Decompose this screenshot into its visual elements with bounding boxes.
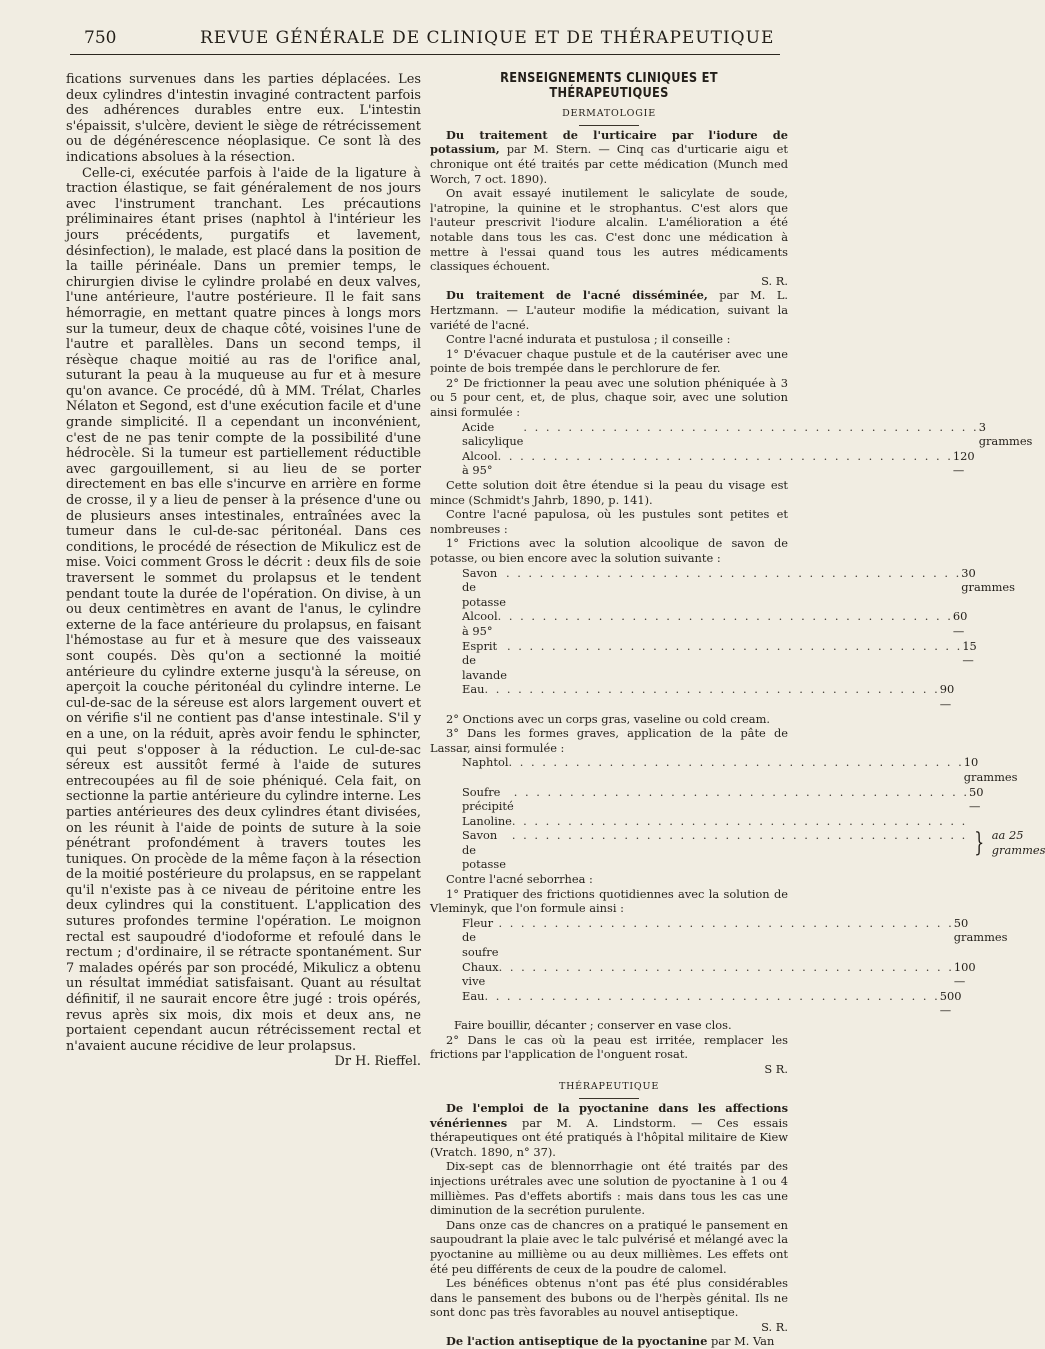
pyoctanine-text: par M. A. Lindstorm. — Ces essais thérapeutiques ont été pratiqués à l'hôpital militaire de Kiew (Vratch. 1890, n° 37). <box>430 1115 788 1159</box>
subsection-dermatologie: DERMATOLOGIE <box>430 107 788 126</box>
right-column <box>430 71 1045 1349</box>
left-signature: Dr H. Rieffel. <box>334 1054 421 1070</box>
formula-row: Alcool à 95° . . . 120 — <box>430 449 788 478</box>
formula-1 <box>430 419 1033 478</box>
acne-title: Du traitement de l'acné disséminée, <box>446 288 708 303</box>
acne-boil-instruction: Faire bouillir, décanter ; conserver en vase clos. <box>454 1018 732 1032</box>
formula-row: Esprit de lavande . . . 15 — <box>430 639 788 683</box>
last-article <box>430 1334 788 1349</box>
section-title: RENSEIGNEMENTS CLINIQUES ET THÉRAPEUTIQUES <box>500 71 718 101</box>
acne-article <box>430 288 788 332</box>
pyoctanine-paragraph-4: Les bénéfices obtenus n'ont pas été plus considérables dans le pansement des bubons ou de l'herpès génital. Ils ne sont donc pas très favorables au nouvel antiseptique. <box>430 1276 788 1320</box>
urticaire-paragraph-2: On avait essayé inutilement le salicylate de soude, l'atropine, la quinine et le strophantus. C'est alors que l'auteur prescrivit l'iodure alcalin. L'amélioration a été notable dans tous les cas. C'est donc une médication à mettre à l'essai quand tous les autres médicaments classiques échouent. <box>430 186 788 274</box>
last-article-text: par M. Van <box>710 1334 775 1349</box>
formula-row: Eau . . . 90 — <box>430 682 788 711</box>
left-paragraph-1: fications survenues dans les parties déplacées. Les deux cylindres d'intestin invaginé contractent parfois des adhérences durables entre eux. L'intestin s'épaissit, s'ulcère, devient le siège de rétrécissement ou de dégénérescence néoplasique. Ce sont là des indications absolues à la résection. <box>66 72 421 165</box>
acne-contre-3: Contre l'acné seborrhea : <box>446 872 593 887</box>
acne-contre-1: Contre l'acné indurata et pustulosa ; il conseille : <box>446 332 731 347</box>
brace-symbol: } <box>974 827 985 858</box>
acne-step-3: 1° Frictions avec la solution alcoolique de savon de potasse, ou bien encore avec la solution suivante : <box>430 536 788 565</box>
formula-3 <box>430 755 1045 872</box>
journal-title: REVUE GÉNÉRALE DE CLINIQUE ET DE THÉRAPEUTIQUE <box>200 28 775 48</box>
last-article-title: De l'action antiseptique de la pyoctanine <box>446 1334 708 1349</box>
acne-contre-2: Contre l'acné papulosa, où les pustules sont petites et nombreuses : <box>430 507 788 536</box>
formula-row: Chaux vive . . . 100 — <box>430 960 788 989</box>
formula-row: Alcool à 95° . . . 60 — <box>430 609 788 638</box>
subsection-therapeutique: THÉRAPEUTIQUE <box>430 1080 788 1099</box>
brace-quantity: aa 25 grammes <box>991 828 1045 857</box>
formula-brace-group <box>430 813 1045 872</box>
page-header <box>70 28 780 55</box>
formula-4 <box>430 915 1008 1018</box>
formula-row: Fleur de soufre . . . 50 grammes <box>430 916 788 960</box>
formula-2 <box>430 565 1015 712</box>
formula-row: Savon de potasse . . . 30 grammes <box>430 566 788 610</box>
acne-signature: S R. <box>764 1061 788 1076</box>
acne-step-7: 2° Dans le cas où la peau est irritée, remplacer les frictions par l'application de l'onguent rosat. <box>430 1032 788 1062</box>
urticaire-article <box>430 128 788 186</box>
acne-after-formula-1: Cette solution doit être étendue si la peau du visage est mince (Schmidt's Jahrb, 1890, p. 141). <box>430 478 788 507</box>
formula-row: Soufre précipité . . . 50 — <box>430 785 788 814</box>
formula-row: Naphtol . . . 10 grammes <box>430 755 788 784</box>
acne-step-6: 1° Pratiquer des frictions quotidiennes avec la solution de Vleminyk, que l'on formule ainsi : <box>430 886 788 916</box>
pyoctanine-article <box>430 1101 788 1159</box>
urticaire-text: par M. Stern. — Cinq cas d'urticarie aigu et chronique ont été traités par cette médication (Munch med Worch, 7 oct. 1890). <box>430 142 788 186</box>
pyoctanine-paragraph-2: Dix-sept cas de blennorrhagie ont été traités par des injections urétrales avec une solution de pyoctanine à 1 ou 4 millièmes. Pas d'effets abortifs : mais dans tous les cas une diminution de la secrétion purulente. <box>430 1159 788 1218</box>
acne-step-4: 2° Onctions avec un corps gras, vaseline ou cold cream. <box>446 711 770 726</box>
pyoctanine-paragraph-3: Dans onze cas de chancres on a pratiqué le pansement en saupoudrant la plaie avec le talc pulvérisé et mélangé avec la pyoctanine au millième ou au deux millièmes. Les effets ont été peu différents de ceux de la poudre de calomel. <box>430 1217 788 1276</box>
acne-author: par M. L. Hertzmann. <box>430 288 789 317</box>
formula-row: Acide salicylique . . . 3 grammes <box>430 420 788 449</box>
urticaire-title: Du traitement de l'urticaire par l'iodure de potassium, <box>430 127 788 157</box>
left-paragraph-2: Celle-ci, exécutée parfois à l'aide de la ligature à traction élastique, se fait généralement de nos jours avec l'instrument tranchant. Les précautions préliminaires étant prises (naphtol à l'intérieur les jours précédents, purgatifs et lavement, désinfection), le malade, est placé dans la position de la taille périnéale. Dans un premier temps, le chirurgien divise le cylindre prolabé en deux valves, l'une antérieure, l'autre postérieure. Il le fait sans hémorragie, en mettant quatre pinces à longs mors sur la tumeur, deux de chaque côté, voisines l'une de l'autre et parallèles. Dans un second temps, il résèque chaque moitié au ras de l'orifice anal, suturant la peau à la muqueuse au fur et à mesure qu'on avance. Ce procédé, dû à MM. Trélat, Charles Nélaton et Segond, est d'une exécution facile et d'une grande simplicité. Il a cependant un inconvénient, c'est de ne pas tenir compte de la possibilité d'une hédrocèle. Si la tumeur est partiellement réductible avec gargouillement, si au lieu de se porter directement en bas elle s'incurve en arrière en forme de crosse, il y a lieu de penser à la présence d'une ou de plusieurs anses intestinales, entraînées avec la tumeur dans le cul-de-sac péritonéal. Dans ces conditions, le procédé de résection de Mikulicz est de mise. Voici comment Gross le décrit : deux fils de soie traversent le sommet du prolapsus et le tendent pendant toute la durée de l'opération. On divise, à un ou deux centimètres en avant de l'anus, le cylindre externe de la face antérieure du prolapsus, en faisant l'hémostase au fur et à mesure que des vaisseaux sont coupés. Dès qu'on a sectionné la moitié antérieure du cylindre externe jusqu'à la séreuse, on aperçoit la couche péritonéal du cylindre interne. Le cul-de-sac de la séreuse est alors largement ouvert et on vérifie s'il ne contient pas d'anse intestinale. S'il y en a une, on la réduit, après avoir fendu le sphincter, qui peut s'opposer à la réduction. Le cul-de-sac séreux est aussitôt fermé à l'aide de sutures entrecoupées au fil de soie phéniqué. Cela fait, on sectionne la partie antérieure du cylindre interne. Les parties antérieures des deux cylindres étant divisées, on les réunit à l'aide de points de suture à la soie pénétrant profondément à travers toutes les tuniques. On procède de la même façon à la résection de la moitié postérieure du prolapsus, en se rappelant qu'il n'existe pas à ce niveau de péritoine entre les deux cylindres qui la constituent. L'application des sutures profondes termine l'opération. Le moignon rectal est saupoudré d'iodoforme et refoulé dans le rectum ; d'ordinaire, il se rétracte spontanément. Sur 7 malades opérés par son procédé, Mikulicz a obtenu un résultat immédiat satisfaisant. Quant au résultat définitif, il ne saurait encore être jugé : trois opérés, revus après six mois, dix mois et deux ans, ne portaient cependant aucun rétrécissement rectal et n'avaient aucune récidive de leur prolapsus. <box>66 165 421 1054</box>
acne-step-1: 1° D'évacuer chaque pustule et de la cautériser avec une pointe de bois trempée dans le perchlorure de fer. <box>430 346 788 376</box>
formula-row: Lanoline . . . <box>430 814 967 829</box>
pyoctanine-signature: S. R. <box>761 1319 788 1334</box>
acne-intro: — L'auteur modifie la médication, suivant la variété de l'acné. <box>430 302 788 332</box>
formula-row: Eau . . . 500 — <box>430 989 788 1018</box>
urticaire-signature: S. R. <box>761 273 788 288</box>
acne-step-5: 3° Dans les formes graves, application de la pâte de Lassar, ainsi formulée : <box>430 726 788 755</box>
acne-step-2: 2° De frictionner la peau avec une solution phéniquée à 3 ou 5 pour cent, et, de plus, chaque soir, avec une solution ainsi formulée : <box>430 375 788 420</box>
pyoctanine-title: De l'emploi de la pyoctanine dans les affections vénériennes <box>430 1100 788 1130</box>
page-number: 750 <box>84 28 117 48</box>
left-column <box>66 72 421 1070</box>
formula-row: Savon de potasse . . . <box>430 828 967 872</box>
